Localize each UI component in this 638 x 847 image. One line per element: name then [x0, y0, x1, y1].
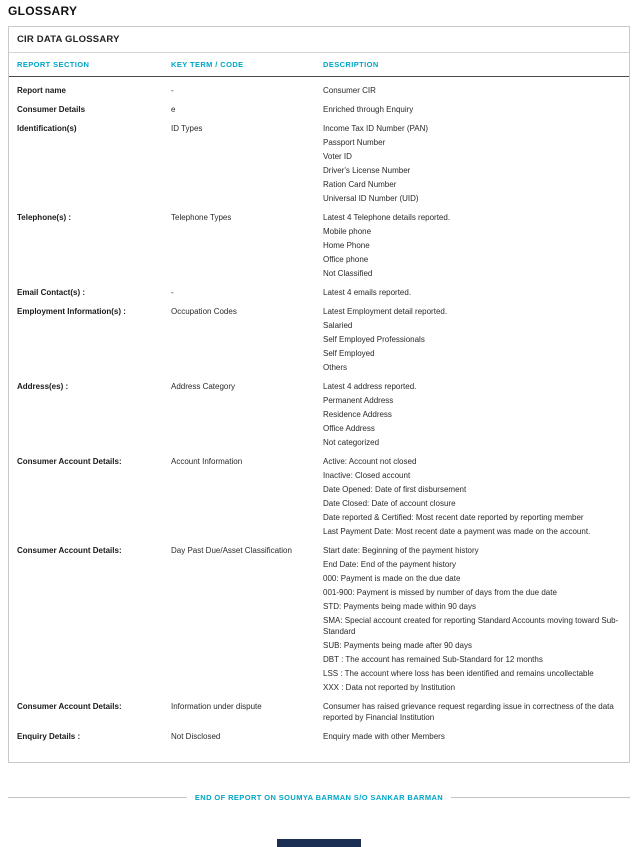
row-key-term: e [171, 105, 176, 114]
description-line: Passport Number [323, 138, 386, 147]
glossary-row [17, 123, 622, 204]
row-report-section: Consumer Details [17, 105, 86, 114]
description-line: Latest 4 Telephone details reported. [323, 213, 451, 222]
row-key-term: Address Category [171, 382, 236, 391]
glossary-row [17, 104, 622, 115]
row-description [323, 731, 622, 742]
row-report-section: Report name [17, 86, 66, 95]
glossary-row [17, 212, 622, 279]
description-line: Enriched through Enquiry [323, 105, 414, 114]
description-line: Enquiry made with other Members [323, 732, 445, 741]
glossary-row [17, 456, 622, 537]
description-line: Mobile phone [323, 227, 372, 236]
description-line: DBT : The account has remained Sub-Standard for 12 months [323, 655, 543, 664]
description-line: 001-900: Payment is missed by number of days from the due date [323, 588, 557, 597]
end-of-report-text: END OF REPORT ON SOUMYA BARMAN S/O SANKAR BARMAN [194, 793, 444, 802]
column-header-key-term: KEY TERM / CODE [171, 60, 244, 69]
row-report-section: Telephone(s) : [17, 213, 72, 222]
description-line: SUB: Payments being made after 90 days [323, 641, 472, 650]
row-key-term: Day Past Due/Asset Classification [171, 546, 292, 555]
description-line: Income Tax ID Number (PAN) [323, 124, 429, 133]
row-key-term: Not Disclosed [171, 732, 221, 741]
description-line: End Date: End of the payment history [323, 560, 456, 569]
description-line: STD: Payments being made within 90 days [323, 602, 476, 611]
glossary-row [17, 306, 622, 373]
description-line: Office Address [323, 424, 375, 433]
row-description [323, 212, 622, 279]
row-report-section: Email Contact(s) : [17, 288, 86, 297]
row-report-section: Consumer Account Details: [17, 457, 122, 466]
row-description [323, 306, 622, 373]
row-report-section: Consumer Account Details: [17, 702, 122, 711]
glossary-row [17, 287, 622, 298]
description-line: Self Employed Professionals [323, 335, 425, 344]
description-line: 000: Payment is made on the due date [323, 574, 461, 583]
description-line: Office phone [323, 255, 369, 264]
row-description [323, 545, 622, 693]
description-line: Consumer CIR [323, 86, 376, 95]
row-key-term: Information under dispute [171, 702, 262, 711]
description-line: Salaried [323, 321, 353, 330]
end-of-report-footer [8, 793, 630, 802]
description-line: Start date: Beginning of the payment history [323, 546, 479, 555]
row-report-section: Employment Information(s) : [17, 307, 126, 316]
logo-block [277, 839, 361, 847]
row-key-term: ID Types [171, 124, 203, 133]
description-line: Latest Employment detail reported. [323, 307, 448, 316]
row-description [323, 123, 622, 204]
row-key-term: - [171, 86, 174, 95]
description-line: Inactive: Closed account [323, 471, 411, 480]
footer-divider-left [8, 797, 187, 798]
description-line: Latest 4 address reported. [323, 382, 417, 391]
row-description [323, 381, 622, 448]
table-header-row [9, 53, 629, 77]
row-key-term: Occupation Codes [171, 307, 237, 316]
glossary-row [17, 731, 622, 742]
row-key-term: - [171, 288, 174, 297]
description-line: Date Opened: Date of first disbursement [323, 485, 467, 494]
description-line: Permanent Address [323, 396, 394, 405]
footer-divider-right [451, 797, 630, 798]
description-line: Voter ID [323, 152, 352, 161]
row-report-section: Identification(s) [17, 124, 77, 133]
row-description [323, 85, 622, 96]
description-line: Consumer has raised grievance request regarding issue in correctness of the data reported by Financial Institution [323, 702, 614, 722]
row-description [323, 701, 622, 723]
description-line: SMA: Special account created for reporting Standard Accounts moving toward Sub-Standard [323, 616, 619, 636]
row-description [323, 456, 622, 537]
description-line: Active: Account not closed [323, 457, 417, 466]
description-line: Date Closed: Date of account closure [323, 499, 456, 508]
page-title: GLOSSARY [8, 4, 78, 18]
description-line: Not categorized [323, 438, 380, 447]
row-report-section: Consumer Account Details: [17, 546, 122, 555]
glossary-row [17, 545, 622, 693]
row-description [323, 104, 622, 115]
description-line: Residence Address [323, 410, 392, 419]
description-line: Self Employed [323, 349, 375, 358]
description-line: XXX : Data not reported by Institution [323, 683, 456, 692]
description-line: Not Classified [323, 269, 373, 278]
description-line: Date reported & Certified: Most recent date reported by reporting member [323, 513, 584, 522]
glossary-table-body [9, 77, 629, 762]
glossary-box [8, 26, 630, 763]
row-report-section: Address(es) : [17, 382, 69, 391]
description-line: Last Payment Date: Most recent date a payment was made on the account. [323, 527, 591, 536]
description-line: Ration Card Number [323, 180, 397, 189]
row-key-term: Account Information [171, 457, 243, 466]
column-header-description: DESCRIPTION [323, 60, 379, 69]
row-key-term: Telephone Types [171, 213, 232, 222]
description-line: Universal ID Number (UID) [323, 194, 419, 203]
description-line: Latest 4 emails reported. [323, 288, 412, 297]
description-line: LSS : The account where loss has been identified and remains uncollectable [323, 669, 594, 678]
column-header-report-section: REPORT SECTION [17, 60, 90, 69]
glossary-box-title: CIR DATA GLOSSARY [9, 27, 629, 53]
row-report-section: Enquiry Details : [17, 732, 81, 741]
description-line: Driver's License Number [323, 166, 411, 175]
row-description [323, 287, 622, 298]
description-line: Home Phone [323, 241, 370, 250]
glossary-row [17, 381, 622, 448]
glossary-row [17, 85, 622, 96]
description-line: Others [323, 363, 348, 372]
glossary-row [17, 701, 622, 723]
